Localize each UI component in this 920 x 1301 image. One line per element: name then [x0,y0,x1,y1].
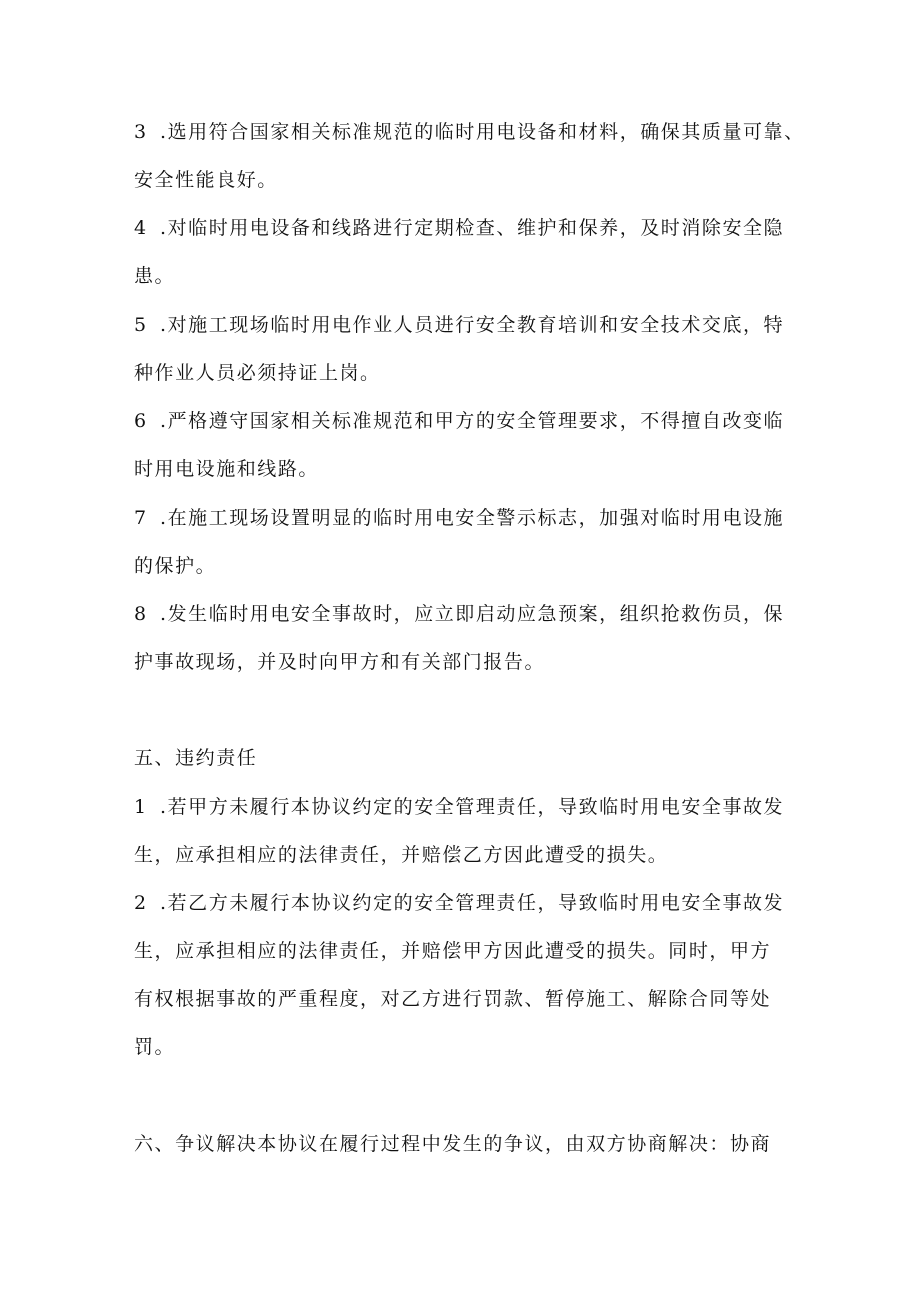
item-text: 时用电设施和线路。 [134,458,319,480]
item-text: .在施工现场设置明显的临时用电安全警示标志，加强对临时用电设施 [160,507,785,529]
item-number: 7 [134,507,148,529]
item-3-line-2 [134,167,278,193]
item-7-line-2 [134,553,216,579]
item-text: .对临时用电设备和线路进行定期检查、维护和保养，及时消除安全隐 [160,217,785,239]
item-4-line-2 [134,263,175,289]
item-number: 3 [134,121,148,143]
item-text: 种作业人员必须持证上岗。 [134,362,381,384]
item-5-line-1 [134,312,784,338]
item-8-line-1 [134,601,784,627]
s5-item-2-line-3 [134,986,771,1012]
item-text: 生，应承担相应的法律责任，并赔偿乙方因此遭受的损失。 [134,844,669,866]
item-text: 安全性能良好。 [134,169,278,191]
item-text: .严格遵守国家相关标准规范和甲方的安全管理要求，不得擅自改变临 [160,410,785,432]
item-number: 5 [134,314,148,336]
item-text: .对施工现场临时用电作业人员进行安全教育培训和安全技术交底，特 [160,314,785,336]
item-text: 罚。 [134,1036,176,1058]
s5-item-2-line-2 [134,938,771,964]
item-number: 4 [134,217,148,239]
item-number: 6 [134,410,148,432]
item-5-line-2 [134,360,381,386]
item-8-line-2 [134,649,545,675]
item-6-line-1 [134,408,784,434]
item-7-line-1 [134,505,784,531]
item-number: 8 [134,603,148,625]
item-3-line-1 [134,119,805,145]
item-text: 有权根据事故的严重程度，对乙方进行罚款、暂停施工、解除合同等处 [134,988,772,1010]
item-text: 生，应承担相应的法律责任，并赔偿甲方因此遭受的损失。同时，甲方 [134,940,772,962]
item-text: 的保护。 [134,555,217,577]
item-text: .若乙方未履行本协议约定的安全管理责任，导致临时用电安全事故发 [160,892,785,914]
item-number: 2 [134,892,148,914]
item-4-line-1 [134,215,784,241]
s5-item-2-line-1 [134,890,784,916]
item-text: .选用符合国家相关标准规范的临时用电设备和材料，确保其质量可靠、 [160,121,805,143]
item-text: .若甲方未履行本协议约定的安全管理责任，导致临时用电安全事故发 [160,796,785,818]
item-6-line-2 [134,456,319,482]
item-text: 患。 [134,265,176,287]
item-text: 护事故现场，并及时向甲方和有关部门报告。 [134,651,546,673]
item-number: 1 [134,796,148,818]
section-6-heading: 六、争议解决本协议在履行过程中发生的争议，由双方协商解决：协商 [134,1133,772,1155]
section-5-heading: 五、违约责任 [134,747,258,769]
s5-item-2-line-4 [134,1034,175,1060]
s5-item-1-line-2 [134,842,668,868]
item-text: .发生临时用电安全事故时，应立即启动应急预案，组织抢救伤员，保 [160,603,785,625]
s5-item-1-line-1 [134,794,784,820]
